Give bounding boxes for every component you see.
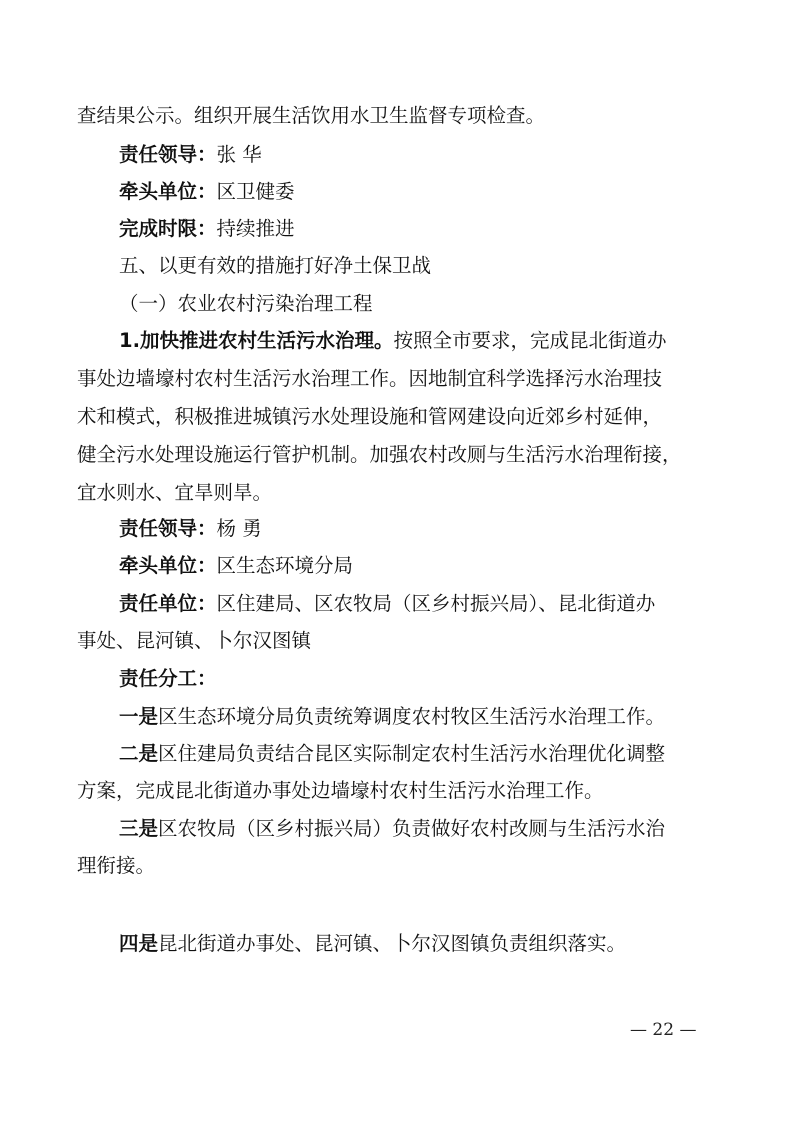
duty-ordinal: 二是 (119, 742, 159, 765)
body-text: 健全污水处理设施运行管护机制。加强农村改厕与生活污水治理衔接， (77, 443, 682, 466)
field-value: 区卫健委 (216, 180, 295, 203)
paragraph-line (77, 628, 311, 654)
division-of-duties-line (119, 666, 217, 692)
paragraph-line (77, 442, 682, 468)
duty-ordinal: 一是 (119, 705, 159, 728)
field-value: 张 华 (216, 143, 262, 166)
paragraph-line (77, 853, 155, 879)
heading-text: 五、以更有效的措施打好净土保卫战 (119, 254, 432, 277)
responsible-leader-line (119, 142, 262, 168)
paragraph-line (77, 480, 272, 506)
body-text: 区农牧局（区乡村振兴局）负责做好农村改厕与生活污水治 (158, 817, 666, 840)
responsible-units-line (119, 591, 655, 617)
body-text: 宜水则水、宜旱则旱。 (77, 481, 273, 504)
item-heading-line (119, 328, 667, 354)
field-label: 责任分工： (119, 667, 217, 690)
body-text: 区生态环境分局负责统筹调度农村牧区生活污水治理工作。 (158, 705, 666, 728)
subsection-heading (119, 291, 373, 317)
body-text: 区住建局负责结合昆区实际制定农村生活污水治理优化调整 (158, 742, 666, 765)
duty-item (119, 704, 665, 730)
field-label: 责任单位： (119, 592, 217, 615)
item-title: 1.加快推进农村生活污水治理。 (119, 329, 394, 352)
body-text: 查结果公示。组织开展生活饮用水卫生监督专项检查。 (77, 104, 546, 127)
body-text: 方案，完成昆北街道办事处边墙壕村农村生活污水治理工作。 (77, 779, 604, 802)
duty-item (119, 741, 665, 767)
field-value: 持续推进 (216, 217, 295, 240)
body-text: 按照全市要求，完成昆北街道办 (393, 329, 667, 352)
section-heading (119, 253, 431, 279)
body-text: 事处、昆河镇、卜尔汉图镇 (77, 629, 312, 652)
duty-item (119, 816, 665, 842)
field-label: 牵头单位： (119, 554, 217, 577)
body-text: 理衔接。 (77, 854, 156, 877)
body-text: 事处边墙壕村农村生活污水治理工作。因地制宜科学选择污水治理技 (77, 367, 663, 390)
field-label: 责任领导： (119, 517, 217, 540)
heading-text: （一）农业农村污染治理工程 (119, 292, 373, 315)
responsible-leader-line (119, 516, 262, 542)
field-label: 完成时限： (119, 217, 217, 240)
field-value: 区生态环境分局 (216, 554, 354, 577)
field-label: 牵头单位： (119, 180, 217, 203)
paragraph-line (77, 366, 662, 392)
duty-ordinal: 三是 (119, 817, 159, 840)
lead-unit-line (119, 553, 353, 579)
duty-ordinal: 四是 (119, 932, 159, 955)
body-text: 术和模式，积极推进城镇污水处理设施和管网建设向近郊乡村延伸， (77, 405, 663, 428)
field-value: 杨 勇 (216, 517, 262, 540)
paragraph-line (77, 103, 545, 129)
body-text: 昆北街道办事处、昆河镇、卜尔汉图镇负责组织落实。 (158, 932, 627, 955)
field-value: 区住建局、区农牧局（区乡村振兴局）、昆北街道办 (216, 592, 656, 615)
deadline-line (119, 216, 295, 242)
paragraph-line (77, 404, 662, 430)
field-label: 责任领导： (119, 143, 217, 166)
lead-unit-line (119, 179, 295, 205)
duty-item (119, 931, 626, 957)
paragraph-line (77, 778, 604, 804)
page-number: — 22 — (630, 1020, 697, 1040)
